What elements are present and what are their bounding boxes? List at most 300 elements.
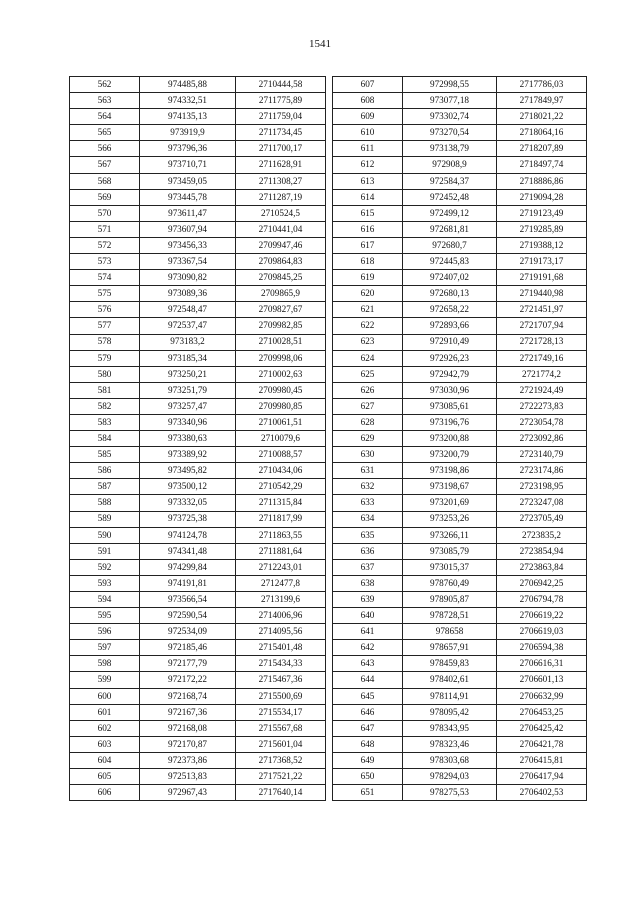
table-row [70,318,326,334]
table-row [70,157,326,173]
x-coordinate-cell: 972172,22 [140,672,236,688]
y-coordinate-cell: 2715601,04 [236,736,326,752]
x-coordinate-cell: 972185,46 [140,640,236,656]
y-coordinate-cell: 2711308,27 [236,173,326,189]
y-coordinate-cell: 2723174,86 [497,463,587,479]
x-coordinate-cell: 972452,48 [403,189,497,205]
point-number-cell: 648 [333,736,403,752]
y-coordinate-cell: 2706421,78 [497,736,587,752]
table-row [70,511,326,527]
x-coordinate-cell: 974135,13 [140,109,236,125]
x-coordinate-cell: 972681,81 [403,221,497,237]
table-row [70,592,326,608]
table-row [333,511,587,527]
y-coordinate-cell: 2723705,49 [497,511,587,527]
x-coordinate-cell: 973332,05 [140,495,236,511]
y-coordinate-cell: 2706619,22 [497,608,587,624]
table-row [70,350,326,366]
table-row [70,205,326,221]
point-number-cell: 651 [333,785,403,801]
point-number-cell: 564 [70,109,140,125]
table-row [333,141,587,157]
x-coordinate-cell: 972680,13 [403,286,497,302]
point-number-cell: 617 [333,237,403,253]
x-coordinate-cell: 973198,86 [403,463,497,479]
x-coordinate-cell: 973495,82 [140,463,236,479]
point-number-cell: 622 [333,318,403,334]
table-row [333,77,587,93]
x-coordinate-cell: 973090,82 [140,270,236,286]
x-coordinate-cell: 973015,37 [403,559,497,575]
point-number-cell: 600 [70,688,140,704]
point-number-cell: 628 [333,414,403,430]
table-row [70,109,326,125]
point-number-cell: 618 [333,254,403,270]
point-number-cell: 602 [70,720,140,736]
point-number-cell: 645 [333,688,403,704]
table-row [70,286,326,302]
point-number-cell: 595 [70,608,140,624]
point-number-cell: 632 [333,479,403,495]
x-coordinate-cell: 978343,95 [403,720,497,736]
x-coordinate-cell: 973302,74 [403,109,497,125]
y-coordinate-cell: 2706417,94 [497,769,587,785]
x-coordinate-cell: 972658,22 [403,302,497,318]
point-number-cell: 629 [333,431,403,447]
point-number-cell: 627 [333,398,403,414]
x-coordinate-cell: 972908,9 [403,157,497,173]
x-coordinate-cell: 974485,88 [140,77,236,93]
y-coordinate-cell: 2709947,46 [236,237,326,253]
x-coordinate-cell: 973257,47 [140,398,236,414]
x-coordinate-cell: 973089,36 [140,286,236,302]
table-row [333,559,587,575]
table-row [70,640,326,656]
x-coordinate-cell: 973340,96 [140,414,236,430]
table-row [70,495,326,511]
point-number-cell: 592 [70,559,140,575]
table-row [70,254,326,270]
point-number-cell: 612 [333,157,403,173]
table-row [333,447,587,463]
y-coordinate-cell: 2710524,5 [236,205,326,221]
y-coordinate-cell: 2712243,01 [236,559,326,575]
table-row [333,302,587,318]
point-number-cell: 626 [333,382,403,398]
table-row [70,141,326,157]
x-coordinate-cell: 978760,49 [403,575,497,591]
y-coordinate-cell: 2714006,96 [236,608,326,624]
point-number-cell: 591 [70,543,140,559]
y-coordinate-cell: 2711700,17 [236,141,326,157]
table-row [70,173,326,189]
point-number-cell: 644 [333,672,403,688]
x-coordinate-cell: 973566,54 [140,592,236,608]
y-coordinate-cell: 2723198,95 [497,479,587,495]
y-coordinate-cell: 2706601,13 [497,672,587,688]
table-row [70,527,326,543]
table-row [70,398,326,414]
y-coordinate-cell: 2711881,64 [236,543,326,559]
table-row [333,720,587,736]
point-number-cell: 640 [333,608,403,624]
point-number-cell: 633 [333,495,403,511]
y-coordinate-cell: 2715534,17 [236,704,326,720]
y-coordinate-cell: 2709998,06 [236,350,326,366]
x-coordinate-cell: 972942,79 [403,366,497,382]
table-row [333,350,587,366]
point-number-cell: 590 [70,527,140,543]
x-coordinate-cell: 973200,88 [403,431,497,447]
table-body-right [333,77,587,801]
x-coordinate-cell: 978095,42 [403,704,497,720]
x-coordinate-cell: 978657,91 [403,640,497,656]
y-coordinate-cell: 2721774,2 [497,366,587,382]
x-coordinate-cell: 974299,84 [140,559,236,575]
point-number-cell: 607 [333,77,403,93]
x-coordinate-cell: 974332,51 [140,93,236,109]
point-number-cell: 601 [70,704,140,720]
y-coordinate-cell: 2715567,68 [236,720,326,736]
x-coordinate-cell: 973251,79 [140,382,236,398]
y-coordinate-cell: 2709980,45 [236,382,326,398]
point-number-cell: 580 [70,366,140,382]
table-row [333,688,587,704]
table-row [70,463,326,479]
table-row [70,270,326,286]
table-row [333,254,587,270]
y-coordinate-cell: 2710444,58 [236,77,326,93]
y-coordinate-cell: 2723140,79 [497,447,587,463]
table-row [333,752,587,768]
x-coordinate-cell: 973198,67 [403,479,497,495]
y-coordinate-cell: 2711315,84 [236,495,326,511]
x-coordinate-cell: 973459,05 [140,173,236,189]
y-coordinate-cell: 2719388,12 [497,237,587,253]
x-coordinate-cell: 972893,66 [403,318,497,334]
x-coordinate-cell: 974341,48 [140,543,236,559]
table-row [333,672,587,688]
table-row [70,769,326,785]
table-row [333,624,587,640]
table-body-left [70,77,326,801]
y-coordinate-cell: 2718207,89 [497,141,587,157]
y-coordinate-cell: 2710028,51 [236,334,326,350]
point-number-cell: 584 [70,431,140,447]
y-coordinate-cell: 2719191,68 [497,270,587,286]
y-coordinate-cell: 2709865,9 [236,286,326,302]
point-number-cell: 637 [333,559,403,575]
table-row [333,318,587,334]
x-coordinate-cell: 972407,02 [403,270,497,286]
x-coordinate-cell: 978275,53 [403,785,497,801]
x-coordinate-cell: 973445,78 [140,189,236,205]
y-coordinate-cell: 2706794,78 [497,592,587,608]
x-coordinate-cell: 978905,87 [403,592,497,608]
x-coordinate-cell: 972926,23 [403,350,497,366]
point-number-cell: 613 [333,173,403,189]
table-row [70,414,326,430]
x-coordinate-cell: 973456,33 [140,237,236,253]
point-number-cell: 597 [70,640,140,656]
point-number-cell: 649 [333,752,403,768]
y-coordinate-cell: 2709845,25 [236,270,326,286]
point-number-cell: 567 [70,157,140,173]
y-coordinate-cell: 2706415,81 [497,752,587,768]
table-row [333,608,587,624]
table-row [333,270,587,286]
table-row [333,414,587,430]
table-row [70,736,326,752]
point-number-cell: 603 [70,736,140,752]
table-row [70,189,326,205]
table-row [333,431,587,447]
x-coordinate-cell: 973200,79 [403,447,497,463]
x-coordinate-cell: 978459,83 [403,656,497,672]
point-number-cell: 621 [333,302,403,318]
table-row [333,382,587,398]
table-row [333,785,587,801]
x-coordinate-cell: 972590,54 [140,608,236,624]
y-coordinate-cell: 2713199,6 [236,592,326,608]
point-number-cell: 573 [70,254,140,270]
point-number-cell: 577 [70,318,140,334]
point-number-cell: 605 [70,769,140,785]
y-coordinate-cell: 2711863,55 [236,527,326,543]
x-coordinate-cell: 972167,36 [140,704,236,720]
point-number-cell: 596 [70,624,140,640]
y-coordinate-cell: 2714095,56 [236,624,326,640]
table-row [333,575,587,591]
x-coordinate-cell: 973266,11 [403,527,497,543]
point-number-cell: 642 [333,640,403,656]
point-number-cell: 619 [333,270,403,286]
x-coordinate-cell: 973138,79 [403,141,497,157]
table-row [70,656,326,672]
table-row [70,543,326,559]
y-coordinate-cell: 2719094,28 [497,189,587,205]
table-row [70,575,326,591]
table-row [333,398,587,414]
point-number-cell: 647 [333,720,403,736]
table-row [70,720,326,736]
table-row [70,752,326,768]
y-coordinate-cell: 2719440,98 [497,286,587,302]
y-coordinate-cell: 2710441,04 [236,221,326,237]
table-row [333,656,587,672]
y-coordinate-cell: 2711628,91 [236,157,326,173]
point-number-cell: 624 [333,350,403,366]
table-row [70,77,326,93]
y-coordinate-cell: 2710079,6 [236,431,326,447]
point-number-cell: 609 [333,109,403,125]
point-number-cell: 566 [70,141,140,157]
table-row [70,624,326,640]
y-coordinate-cell: 2706402,53 [497,785,587,801]
x-coordinate-cell: 972548,47 [140,302,236,318]
point-number-cell: 565 [70,125,140,141]
table-row [333,495,587,511]
y-coordinate-cell: 2709980,85 [236,398,326,414]
point-number-cell: 589 [70,511,140,527]
x-coordinate-cell: 978402,61 [403,672,497,688]
point-number-cell: 563 [70,93,140,109]
y-coordinate-cell: 2721728,13 [497,334,587,350]
point-number-cell: 582 [70,398,140,414]
point-number-cell: 646 [333,704,403,720]
point-number-cell: 583 [70,414,140,430]
x-coordinate-cell: 978303,68 [403,752,497,768]
x-coordinate-cell: 972584,37 [403,173,497,189]
point-number-cell: 568 [70,173,140,189]
point-number-cell: 634 [333,511,403,527]
x-coordinate-cell: 978658 [403,624,497,640]
y-coordinate-cell: 2710061,51 [236,414,326,430]
point-number-cell: 579 [70,350,140,366]
table-row [333,736,587,752]
point-number-cell: 588 [70,495,140,511]
point-number-cell: 571 [70,221,140,237]
x-coordinate-cell: 973196,76 [403,414,497,430]
point-number-cell: 614 [333,189,403,205]
x-coordinate-cell: 972680,7 [403,237,497,253]
y-coordinate-cell: 2706616,31 [497,656,587,672]
x-coordinate-cell: 972534,09 [140,624,236,640]
table-row [333,109,587,125]
point-number-cell: 587 [70,479,140,495]
table-row [333,463,587,479]
point-number-cell: 581 [70,382,140,398]
table-row [70,382,326,398]
x-coordinate-cell: 973270,54 [403,125,497,141]
point-number-cell: 562 [70,77,140,93]
table-row [333,286,587,302]
point-number-cell: 616 [333,221,403,237]
table-row [70,334,326,350]
x-coordinate-cell: 972168,74 [140,688,236,704]
x-coordinate-cell: 973367,54 [140,254,236,270]
table-row [70,559,326,575]
point-number-cell: 625 [333,366,403,382]
y-coordinate-cell: 2717640,14 [236,785,326,801]
y-coordinate-cell: 2709827,67 [236,302,326,318]
x-coordinate-cell: 972170,87 [140,736,236,752]
table-row [333,527,587,543]
x-coordinate-cell: 973201,69 [403,495,497,511]
table-row [70,93,326,109]
table-row [333,543,587,559]
table-row [70,237,326,253]
point-number-cell: 575 [70,286,140,302]
coordinates-table-left [69,76,326,801]
y-coordinate-cell: 2723835,2 [497,527,587,543]
point-number-cell: 570 [70,205,140,221]
table-row [333,189,587,205]
y-coordinate-cell: 2717521,22 [236,769,326,785]
table-row [70,125,326,141]
point-number-cell: 586 [70,463,140,479]
point-number-cell: 594 [70,592,140,608]
y-coordinate-cell: 2715500,69 [236,688,326,704]
point-number-cell: 638 [333,575,403,591]
table-row [333,334,587,350]
point-number-cell: 610 [333,125,403,141]
x-coordinate-cell: 972910,49 [403,334,497,350]
point-number-cell: 585 [70,447,140,463]
table-row [333,640,587,656]
y-coordinate-cell: 2722273,83 [497,398,587,414]
table-row [333,125,587,141]
table-row [333,237,587,253]
x-coordinate-cell: 973253,26 [403,511,497,527]
x-coordinate-cell: 973607,94 [140,221,236,237]
table-row [333,157,587,173]
y-coordinate-cell: 2717368,52 [236,752,326,768]
point-number-cell: 630 [333,447,403,463]
y-coordinate-cell: 2721451,97 [497,302,587,318]
table-row [70,785,326,801]
y-coordinate-cell: 2719123,49 [497,205,587,221]
y-coordinate-cell: 2710434,06 [236,463,326,479]
point-number-cell: 569 [70,189,140,205]
y-coordinate-cell: 2718497,74 [497,157,587,173]
y-coordinate-cell: 2723863,84 [497,559,587,575]
x-coordinate-cell: 974124,78 [140,527,236,543]
y-coordinate-cell: 2718886,86 [497,173,587,189]
y-coordinate-cell: 2715467,36 [236,672,326,688]
y-coordinate-cell: 2709864,83 [236,254,326,270]
y-coordinate-cell: 2723092,86 [497,431,587,447]
y-coordinate-cell: 2706453,25 [497,704,587,720]
point-number-cell: 635 [333,527,403,543]
table-row [333,769,587,785]
table-row [70,221,326,237]
point-number-cell: 576 [70,302,140,318]
y-coordinate-cell: 2711817,99 [236,511,326,527]
y-coordinate-cell: 2710542,29 [236,479,326,495]
x-coordinate-cell: 978114,91 [403,688,497,704]
y-coordinate-cell: 2706942,25 [497,575,587,591]
x-coordinate-cell: 972513,83 [140,769,236,785]
point-number-cell: 606 [70,785,140,801]
point-number-cell: 639 [333,592,403,608]
point-number-cell: 643 [333,656,403,672]
point-number-cell: 593 [70,575,140,591]
y-coordinate-cell: 2715401,48 [236,640,326,656]
y-coordinate-cell: 2711734,45 [236,125,326,141]
x-coordinate-cell: 973611,47 [140,205,236,221]
x-coordinate-cell: 973085,79 [403,543,497,559]
table-row [70,447,326,463]
coordinates-table-right [332,76,587,801]
x-coordinate-cell: 978323,46 [403,736,497,752]
point-number-cell: 615 [333,205,403,221]
point-number-cell: 636 [333,543,403,559]
x-coordinate-cell: 972998,55 [403,77,497,93]
table-row [70,431,326,447]
x-coordinate-cell: 973919,9 [140,125,236,141]
table-row [70,479,326,495]
y-coordinate-cell: 2721924,49 [497,382,587,398]
x-coordinate-cell: 972967,43 [140,785,236,801]
y-coordinate-cell: 2706619,03 [497,624,587,640]
y-coordinate-cell: 2710088,57 [236,447,326,463]
table-row [70,672,326,688]
point-number-cell: 611 [333,141,403,157]
x-coordinate-cell: 973250,21 [140,366,236,382]
x-coordinate-cell: 973500,12 [140,479,236,495]
y-coordinate-cell: 2717786,03 [497,77,587,93]
